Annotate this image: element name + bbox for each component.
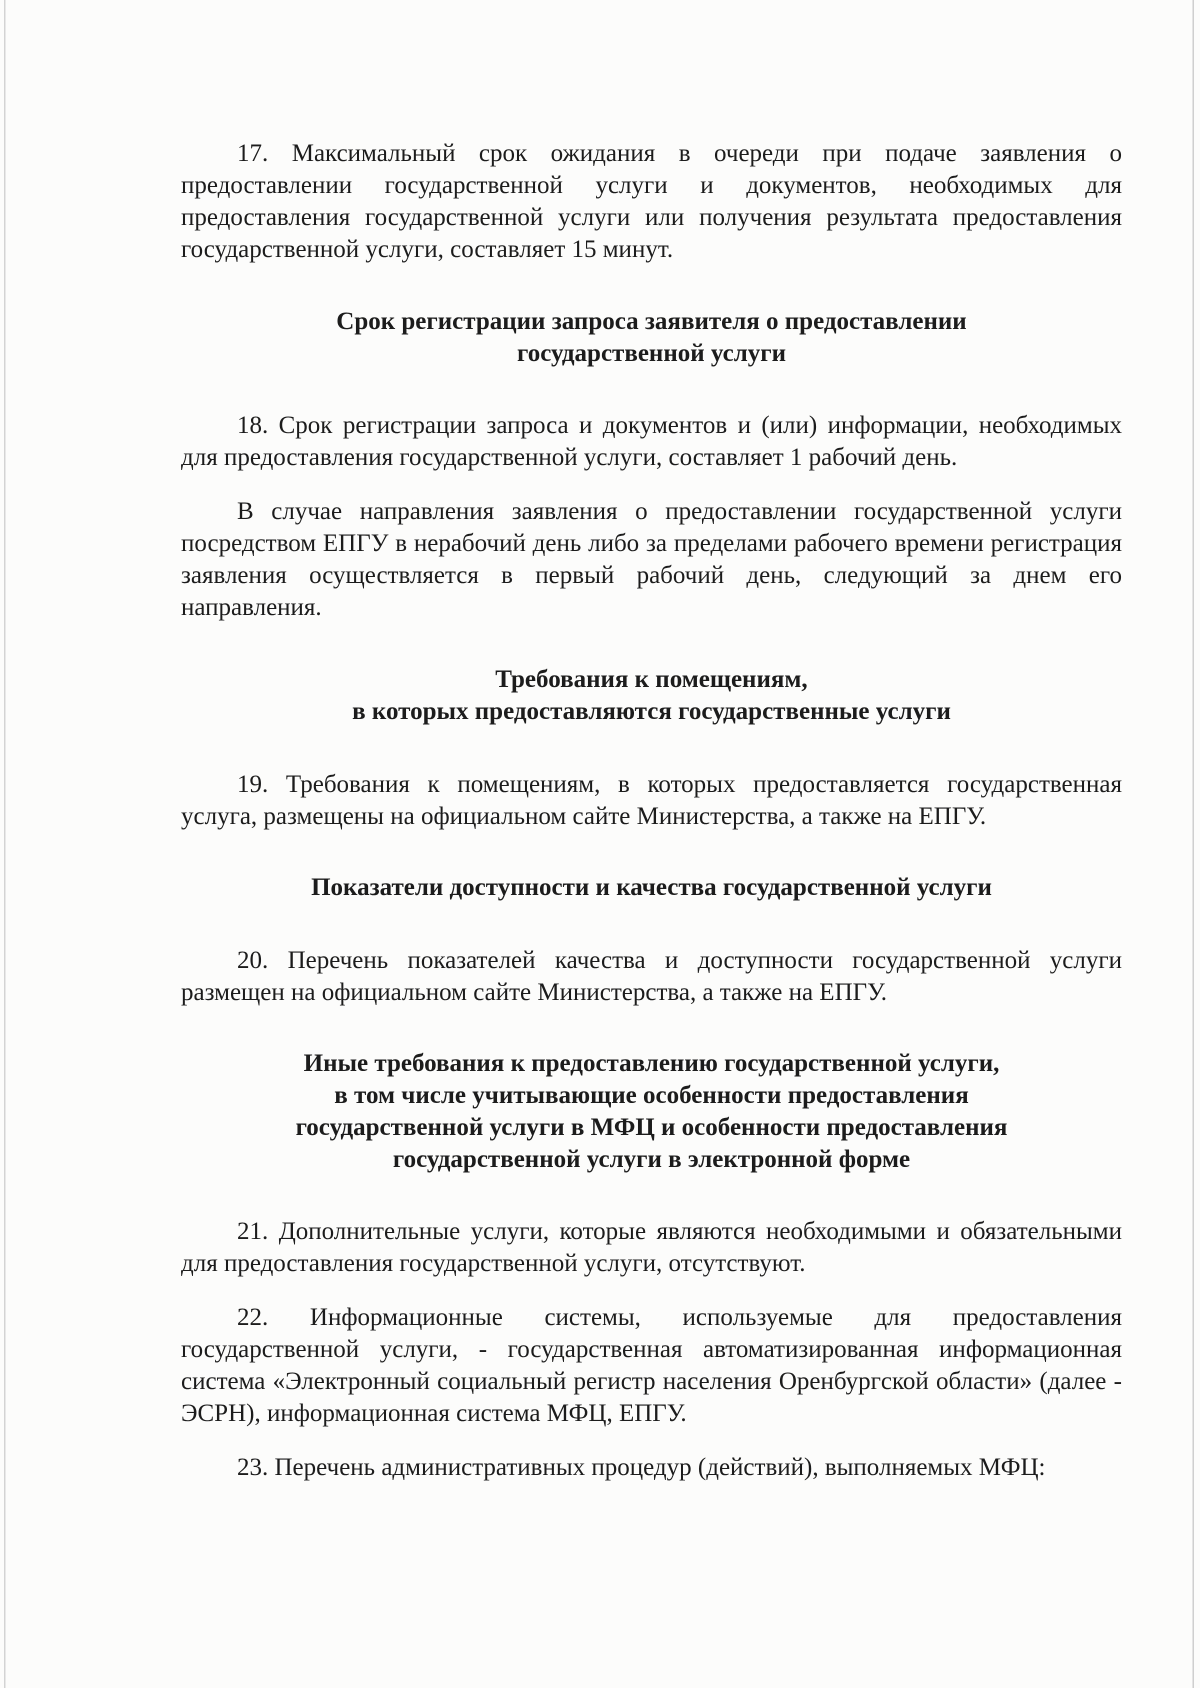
paragraph-17: 17. Максимальный срок ожидания в очереди при подаче заявления о предоставлении государственной услуги и документов, необходимых для предоставления государственной услуги или получения результата предоставления государственной услуги, составляет 15 минут. [181, 140, 1122, 263]
heading-line: государственной услуги в МФЦ и особенности предоставления [295, 1114, 1008, 1141]
paragraph-20: 20. Перечень показателей качества и доступности государственной услуги размещен на официальном сайте Министерства, а также на ЕПГУ. [181, 947, 1122, 1006]
heading-line: государственной услуги [516, 340, 787, 367]
section-heading-accessibility-indicators [181, 872, 1122, 904]
heading-line: Срок регистрации запроса заявителя о предоставлении [336, 308, 967, 335]
heading-line: в которых предоставляются государственные услуги [352, 698, 951, 725]
paragraph-21: 21. Дополнительные услуги, которые являются необходимыми и обязательными для предоставления государственной услуги, отсутствуют. [181, 1218, 1122, 1277]
section-heading-premises-requirements [181, 664, 1122, 728]
heading-line: Требования к помещениям, [495, 666, 808, 693]
heading-line: в том числе учитывающие особенности предоставления [334, 1082, 969, 1109]
paragraph-19: 19. Требования к помещениям, в которых предоставляется государственная услуга, размещены на официальном сайте Министерства, а также на ЕПГУ. [181, 771, 1122, 830]
paragraph-18-continued: В случае направления заявления о предоставлении государственной услуги посредством ЕПГУ в нерабочий день либо за пределами рабочего времени регистрация заявления осуществляется в первый рабочий день, следующий за днем его направления. [181, 498, 1122, 621]
section-heading-registration-term [181, 306, 1122, 370]
scan-edge-left [4, 0, 6, 1688]
paragraph-18: 18. Срок регистрации запроса и документов и (или) информации, необходимых для предоставления государственной услуги, составляет 1 рабочий день. [181, 412, 1122, 471]
scan-edge-right [1192, 0, 1194, 1688]
heading-line: государственной услуги в электронной форме [392, 1146, 911, 1173]
heading-line: Показатели доступности и качества государственной услуги [311, 874, 992, 901]
paragraph-22: 22. Информационные системы, используемые для предоставления государственной услуги, - государственная автоматизированная информационная система «Электронный социальный регистр населения Оренбургской области» (далее - ЭСРН), информационная система МФЦ, ЕПГУ. [181, 1304, 1122, 1427]
section-heading-other-requirements [181, 1048, 1122, 1176]
document-body [181, 138, 1122, 1484]
heading-line: Иные требования к предоставлению государственной услуги, [303, 1050, 1000, 1077]
paragraph-23: 23. Перечень административных процедур (действий), выполняемых МФЦ: [237, 1454, 1046, 1481]
